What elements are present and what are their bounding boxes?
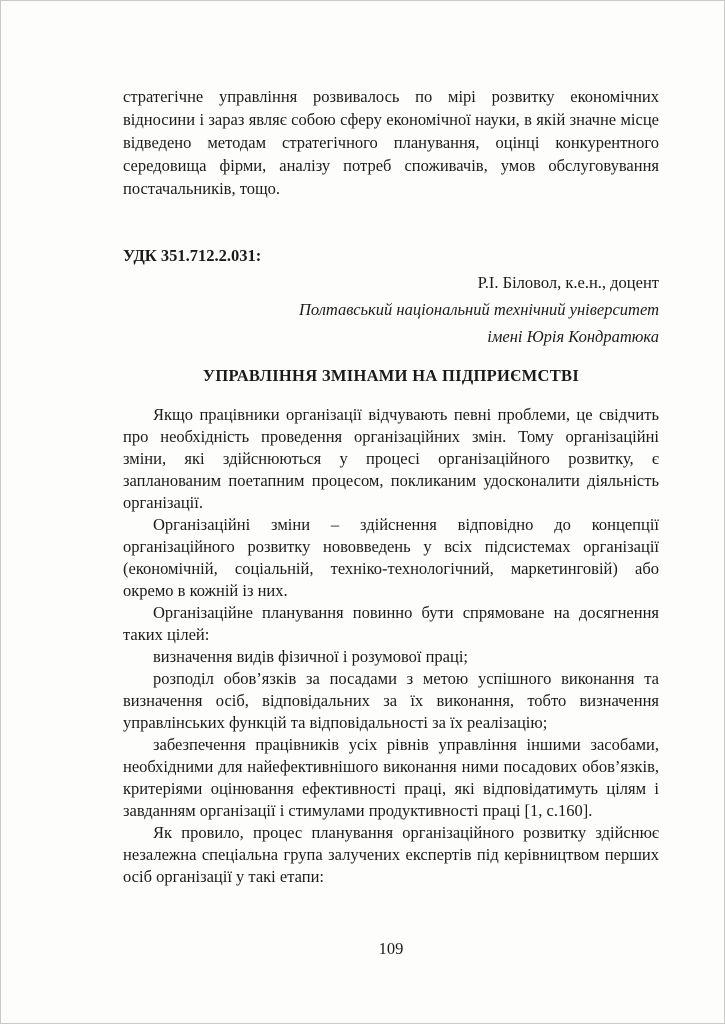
affiliation-line-1: Полтавський національний технічний університет (298, 300, 659, 319)
page-content (123, 85, 659, 888)
body-paragraph-7: Як провило, процес планування організаційного розвитку здійснює незалежна спеціальна група залучених експертів під керівництвом перших осіб організації у такі етапи: (123, 823, 659, 886)
udk-code: УДК 351.712.2.031: (123, 246, 262, 265)
body-paragraph-3: Організаційне планування повинно бути спрямоване на досягнення таких цілей: (123, 603, 659, 644)
author-block (123, 269, 659, 350)
body-paragraph-2: Організаційні зміни – здійснення відповідно до концепції організаційного розвитку нововведень у всіх підсистемах організації (економічній, соціальній, техніко-технологічний, маркетинговій) або окремо в кожній із них. (123, 515, 659, 600)
article-title: УПРАВЛІННЯ ЗМІНАМИ НА ПІДПРИЄМСТВІ (202, 366, 580, 385)
page-number: 109 (378, 939, 404, 958)
body-paragraph-5: розподіл обов’язків за посадами з метою успішного виконання та визначення осіб, відповідальних за їх виконання, тобто визначення управлінських функцій та відповідальності за їх реалізацію; (123, 669, 659, 732)
body-paragraph-4: визначення видів фізичної і розумової праці; (153, 647, 468, 666)
intro-paragraph: стратегічне управління розвивалось по мірі розвитку економічних відносини і зараз являє собою сферу економічної науки, в якій значне місце відведено методам стратегічного планування, оцінці конкурентного середовища фірми, аналізу потреб споживачів, умов обслуговування постачальників, тощо. (123, 87, 659, 198)
affiliation-line-2: імені Юрія Кондратюка (487, 327, 659, 346)
body-paragraph-1: Якщо працівники організації відчувають певні проблеми, це свідчить про необхідність проведення організаційних змін. Тому організаційні зміни, які здійснюються у процесі організаційного розвитку, є запланованим поетапним процесом, покликаним удосконалити діяльність організації. (123, 405, 659, 512)
author-line: Р.І. Біловол, к.е.н., доцент (477, 273, 659, 292)
body-paragraph-6: забезпечення працівників усіх рівнів управління іншими засобами, необхідними для найефективнішого виконання ними посадових обов’язків, критеріями оцінювання ефективності праці, які відповідатимуть цілям і завданням організації і стимулами продуктивності праці [1, с.160]. (123, 735, 659, 820)
